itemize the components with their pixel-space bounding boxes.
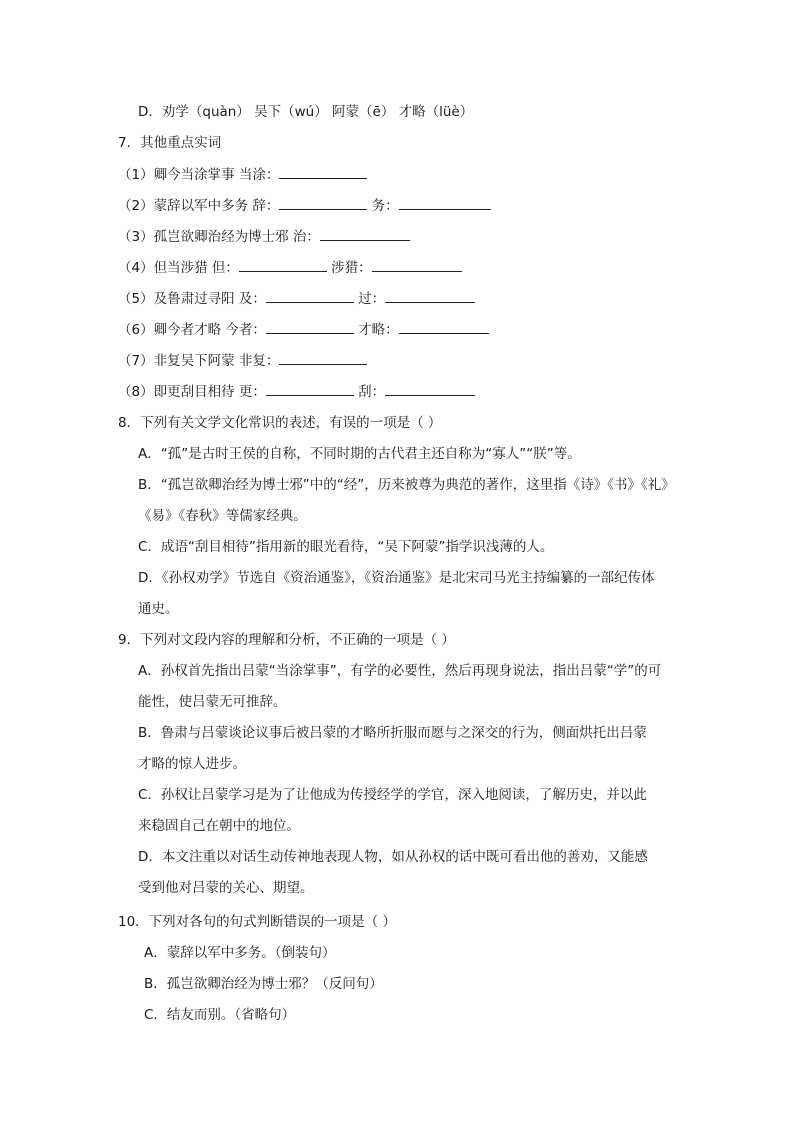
- q7-item-4: [118, 257, 462, 278]
- q8-option-c: C．成语“刮目相待”指用新的眼光看待，“吴下阿蒙”指学识浅薄的人。: [138, 539, 554, 555]
- q7-item-8: [118, 381, 475, 402]
- answer-blank[interactable]: [239, 257, 327, 272]
- answer-blank[interactable]: [279, 350, 367, 365]
- q9-option-d-cont: 受到他对吕蒙的关心、期望。: [138, 880, 314, 896]
- q9-option-c-cont: 来稳固自己在朝中的地位。: [138, 818, 300, 834]
- q7-item-5-text: （5）及鲁肃过寻阳 及：: [118, 291, 266, 307]
- q10-option-b: B．孤岂欲卿治经为博士邪？（反问句）: [144, 976, 383, 992]
- q7-item-5-mid: 过：: [353, 291, 386, 307]
- q7-item-2-mid: 务：: [367, 198, 399, 214]
- answer-blank[interactable]: [399, 195, 491, 210]
- answer-blank[interactable]: [266, 288, 354, 303]
- q9-option-b-cont: 才略的惊人进步。: [138, 756, 246, 772]
- q9-option-a: A．孙权首先指出吕蒙“当涂掌事”，有学的必要性，然后再现身说法，指出吕蒙“学”的可: [138, 663, 662, 679]
- answer-blank[interactable]: [372, 257, 462, 272]
- answer-blank[interactable]: [385, 288, 475, 303]
- answer-blank[interactable]: [385, 381, 475, 396]
- q8-title: 8．下列有关文学文化常识的表述，有误的一项是（ ）: [118, 415, 442, 431]
- q9-option-b: B．鲁肃与吕蒙谈论议事后被吕蒙的才略所折服而愿与之深交的行为，侧面烘托出吕蒙: [138, 725, 647, 741]
- answer-blank[interactable]: [266, 381, 354, 396]
- q9-option-c: C．孙权让吕蒙学习是为了让他成为传授经学的学官，深入地阅读，了解历史，并以此: [138, 787, 647, 803]
- q9-option-a-cont: 能性，使吕蒙无可推辞。: [138, 694, 287, 710]
- q7-item-8-mid: 刮：: [353, 384, 386, 400]
- q8-option-a: A．“孤”是古时王侯的自称，不同时期的古代君主还自称为“寡人”“朕”等。: [138, 446, 581, 462]
- q7-item-3: [118, 226, 410, 247]
- answer-blank[interactable]: [399, 319, 489, 334]
- q7-item-8-text: （8）即更刮目相待 更：: [118, 384, 266, 400]
- q7-item-6: [118, 319, 489, 340]
- q7-item-2: [118, 195, 491, 216]
- q7-item-7-text: （7）非复吴下阿蒙 非复：: [118, 353, 280, 369]
- q7-item-3-text: （3）孤岂欲卿治经为博士邪 治：: [118, 229, 320, 245]
- q7-item-1: [118, 164, 367, 185]
- q6-option-d: D．劝学（quàn） 吴下（wú） 阿蒙（ē） 才略（lüè）: [138, 104, 474, 120]
- q7-item-7: [118, 350, 367, 371]
- q7-item-4-mid: 涉猎：: [326, 260, 372, 276]
- q10-option-a: A．蒙辞以军中多务。（倒装句）: [144, 945, 336, 961]
- q7-item-6-text: （6）卿今者才略 今者：: [118, 322, 266, 338]
- answer-blank[interactable]: [320, 226, 410, 241]
- q7-item-1-text: （1）卿今当涂掌事 当涂：: [118, 167, 280, 183]
- q8-option-b-cont: 《易》《春秋》等儒家经典。: [138, 508, 307, 524]
- q8-option-b: B．“孤岂欲卿治经为博士邪”中的“经”，历来被尊为典范的著作，这里指《诗》《书》《礼》: [138, 477, 675, 493]
- q7-item-4-text: （4）但当涉猎 但：: [118, 260, 239, 276]
- answer-blank[interactable]: [266, 319, 354, 334]
- q10-title: 10．下列对各句的句式判断错误的一项是（ ）: [118, 914, 396, 930]
- q7-item-6-mid: 才略：: [353, 322, 399, 338]
- q7-item-2-text: （2）蒙辞以军中多务 辞：: [118, 198, 280, 214]
- q8-option-d: D．《孙权劝学》节选自《资治通鉴》，《资治通鉴》是北宋司马光主持编纂的一部纪传体: [138, 570, 655, 586]
- q7-title: 7．其他重点实词: [118, 135, 222, 151]
- q9-title: 9．下列对文段内容的理解和分析，不正确的一项是（ ）: [118, 632, 455, 648]
- answer-blank[interactable]: [279, 195, 367, 210]
- answer-blank[interactable]: [279, 164, 367, 179]
- q9-option-d: D．本文注重以对话生动传神地表现人物，如从孙权的话中既可看出他的善劝，又能感: [138, 849, 648, 865]
- q10-option-c: C．结友而别。（省略句）: [144, 1007, 296, 1023]
- q7-item-5: [118, 288, 475, 309]
- q8-option-d-cont: 通史。: [138, 601, 179, 617]
